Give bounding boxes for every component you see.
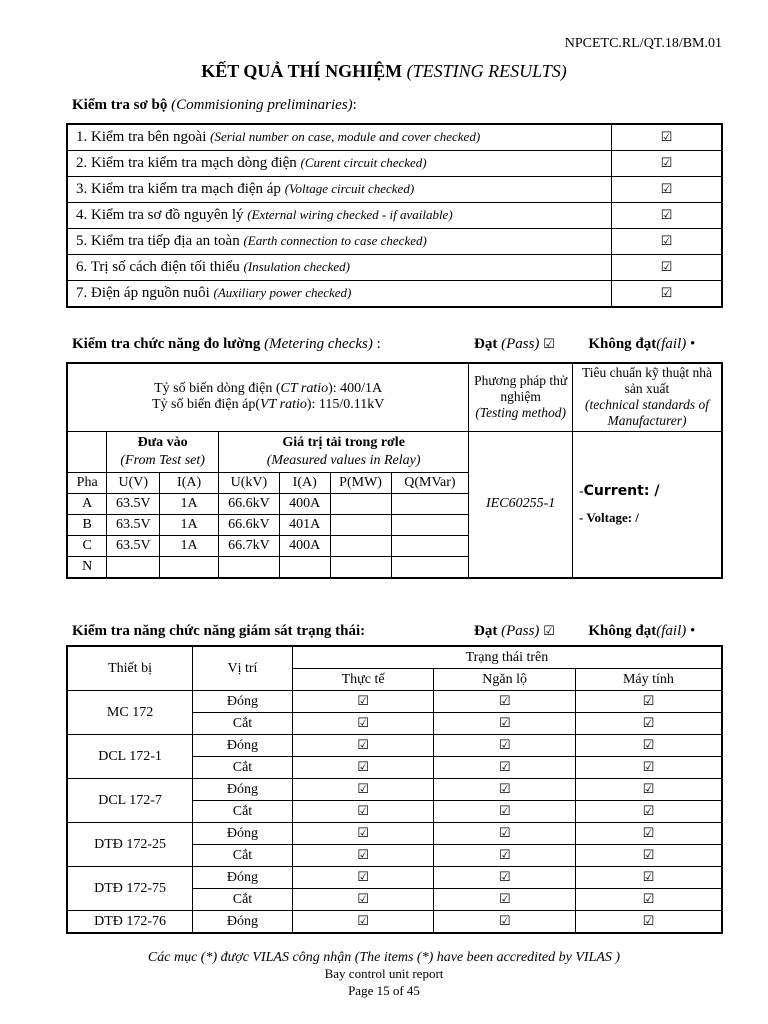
status-row — [67, 867, 722, 889]
status-check-cell — [292, 889, 434, 911]
checked-box-icon: ☑ — [498, 913, 511, 929]
measured-header — [218, 431, 468, 472]
prelim-item-label: 7. Điện áp nguồn nuôi — [76, 285, 210, 301]
prelim-item — [67, 177, 612, 203]
metering-cell: 63.5V — [107, 493, 160, 514]
position-cell: Đóng — [193, 691, 293, 713]
status-check-cell — [575, 845, 722, 867]
status-row — [67, 911, 722, 934]
position-cell: Đóng — [193, 823, 293, 845]
metering-heading-en: (Metering checks) — [264, 336, 373, 352]
status-check-cell — [292, 735, 434, 757]
measured-header-en: (Measured values in Relay) — [266, 452, 421, 468]
prelim-heading-vn: Kiểm tra sơ bộ — [72, 97, 168, 113]
checked-box-icon: ☑ — [357, 737, 369, 753]
checked-box-icon: ☑ — [357, 803, 369, 819]
metering-col-header: Pha — [67, 472, 107, 493]
checked-box-icon: ☑ — [498, 781, 511, 797]
prelim-item-note: (Curent circuit checked) — [300, 155, 427, 170]
position-cell: Đóng — [193, 735, 293, 757]
status-row — [67, 691, 722, 713]
metering-col-header: I(A) — [160, 472, 219, 493]
position-cell: Cắt — [193, 757, 293, 779]
page-number: Page 15 of 45 — [348, 983, 420, 998]
checked-box-icon: ☑ — [660, 286, 673, 301]
status-check-cell — [434, 735, 576, 757]
prelim-item — [67, 229, 612, 255]
vt-ratio-value: ): 115/0.11kV — [306, 397, 385, 413]
metering-cell: B — [67, 514, 107, 535]
checked-box-icon: ☑ — [357, 847, 369, 863]
metering-cell — [330, 556, 391, 578]
checked-box-icon: ☑ — [498, 715, 511, 731]
metering-cell: 400A — [279, 493, 330, 514]
prelim-check-cell — [612, 229, 723, 255]
prelim-heading-colon: : — [352, 97, 357, 113]
status-row — [67, 735, 722, 757]
document-code: NPCETC.RL/QT.18/BM.01 — [564, 36, 722, 51]
device-name: DTĐ 172-25 — [67, 823, 193, 867]
checked-box-icon: ☑ — [642, 891, 655, 907]
method-header-en: (Testing method) — [475, 405, 566, 421]
metering-cell — [391, 556, 469, 578]
checked-box-icon: ☑ — [357, 759, 369, 775]
checked-box-icon: ☑ — [498, 803, 511, 819]
metering-cell: 400A — [279, 535, 330, 556]
status-check-cell — [434, 889, 576, 911]
pass-label-en: (Pass) — [501, 336, 540, 352]
checked-box-icon: ☑ — [642, 715, 655, 731]
device-name: MC 172 — [67, 691, 193, 735]
prelim-item-note: (Auxiliary power checked) — [213, 285, 352, 300]
metering-cell — [391, 535, 469, 556]
metering-cell — [391, 514, 469, 535]
prelim-item-label: 2. Kiểm tra kiểm tra mạch dòng điện — [76, 155, 297, 171]
prelim-row — [67, 124, 722, 151]
device-header: Thiết bị — [67, 646, 193, 691]
method-value: IEC60255-1 — [469, 431, 573, 578]
checked-box-icon: ☑ — [642, 869, 655, 885]
status-check-cell — [575, 713, 722, 735]
status-table — [66, 645, 723, 934]
actual-header: Thực tế — [292, 669, 434, 691]
status-fail-label: Không đạt — [588, 623, 657, 639]
status-check-cell — [292, 823, 434, 845]
standard-voltage: - Voltage: / — [578, 509, 639, 525]
vt-ratio — [68, 397, 468, 413]
pc-header: Máy tính — [575, 669, 722, 691]
standard-header-en: (technical standards of Manufacturer) — [584, 397, 709, 429]
position-cell: Đóng — [193, 911, 293, 934]
prelim-item-label: 3. Kiểm tra kiểm tra mạch điện áp — [76, 181, 281, 197]
checked-box-icon: ☑ — [660, 234, 673, 249]
prelim-item — [67, 255, 612, 281]
metering-cell: 1A — [160, 493, 219, 514]
metering-col-header: P(MW) — [330, 472, 391, 493]
status-row — [67, 823, 722, 845]
method-header-vn: Phương pháp thử nghiệm — [474, 373, 568, 405]
standard-header — [572, 363, 722, 431]
checked-box-icon: ☑ — [357, 913, 369, 929]
prelim-check-cell — [612, 281, 723, 308]
prelim-item-label: 4. Kiểm tra sơ đồ nguyên lý — [76, 207, 244, 223]
input-header-en: (From Test set) — [120, 452, 205, 468]
prelim-item-note: (Serial number on case, module and cover checked) — [210, 129, 481, 144]
status-row — [67, 779, 722, 801]
checked-box-icon: ☑ — [642, 847, 655, 863]
prelim-check-cell — [612, 255, 723, 281]
metering-cell — [330, 514, 391, 535]
prelim-item — [67, 281, 612, 308]
metering-cell: 66.6kV — [218, 514, 279, 535]
position-cell: Đóng — [193, 779, 293, 801]
checked-box-icon: ☑ — [357, 891, 369, 907]
method-header — [469, 363, 573, 431]
metering-col-header: I(A) — [279, 472, 330, 493]
metering-cell: A — [67, 493, 107, 514]
standard-value — [572, 431, 722, 578]
status-check-cell — [292, 801, 434, 823]
position-cell: Cắt — [193, 889, 293, 911]
checked-box-icon: ☑ — [660, 130, 673, 145]
status-check-cell — [434, 911, 576, 934]
prelim-row — [67, 281, 722, 308]
checked-box-icon: ☑ — [498, 891, 511, 907]
prelim-item-label: 6. Trị số cách điện tối thiểu — [76, 259, 240, 275]
status-check-cell — [292, 691, 434, 713]
metering-table — [66, 362, 723, 579]
prelim-heading — [72, 97, 357, 114]
prelim-row — [67, 151, 722, 177]
measured-header-vn: Giá trị tải trong rơle — [282, 434, 405, 450]
prelim-item — [67, 151, 612, 177]
vt-ratio-label: Tỷ số biến điện áp( — [151, 397, 261, 413]
prelim-item-label: 5. Kiểm tra tiếp địa an toàn — [76, 233, 240, 249]
status-check-cell — [575, 801, 722, 823]
metering-cell: 1A — [160, 535, 219, 556]
device-name: DTĐ 172-76 — [67, 911, 193, 934]
prelim-check-cell — [612, 124, 723, 151]
checked-box-icon: ☑ — [498, 825, 511, 841]
device-name: DCL 172-7 — [67, 779, 193, 823]
blank-header — [67, 431, 107, 472]
metering-col-header: U(V) — [107, 472, 160, 493]
metering-col-header: Q(MVar) — [391, 472, 469, 493]
checked-box-icon: ☑ — [498, 737, 511, 753]
status-fail-label-en: (fail) — [656, 623, 687, 639]
metering-cell: 66.6kV — [218, 493, 279, 514]
prelim-table — [66, 123, 723, 308]
input-header-vn: Đưa vào — [137, 434, 188, 450]
prelim-item-note: (Voltage circuit checked) — [284, 181, 415, 196]
metering-heading-colon: : — [372, 336, 381, 352]
checked-box-icon: ☑ — [660, 260, 673, 275]
prelim-item — [67, 124, 612, 151]
metering-cell: 401A — [279, 514, 330, 535]
checked-box-icon: ☑ — [357, 869, 369, 885]
prelim-item-note: (External wiring checked - if available) — [247, 207, 453, 222]
metering-cell: C — [67, 535, 107, 556]
checked-box-icon: ☑ — [642, 781, 655, 797]
ct-ratio-value: ): 400/1A — [328, 381, 383, 397]
prelim-item-note: (Earth connection to case checked) — [243, 233, 427, 248]
status-check-cell — [575, 779, 722, 801]
status-pass-checkbox-icon: ☑ — [543, 624, 555, 639]
standard-current-text: Current: / — [583, 482, 660, 499]
checked-box-icon: ☑ — [498, 693, 511, 709]
prelim-item-label: 1. Kiểm tra bên ngoài — [76, 129, 207, 145]
metering-cell — [160, 556, 219, 578]
checked-box-icon: ☑ — [642, 759, 655, 775]
checked-box-icon: ☑ — [660, 208, 673, 223]
status-check-cell — [292, 911, 434, 934]
metering-cell — [107, 556, 160, 578]
checked-box-icon: ☑ — [357, 715, 369, 731]
pass-checkbox-icon: ☑ — [543, 337, 555, 352]
prelim-row — [67, 229, 722, 255]
bay-header: Ngăn lộ — [434, 669, 576, 691]
metering-cell — [279, 556, 330, 578]
position-cell: Cắt — [193, 845, 293, 867]
metering-cell: N — [67, 556, 107, 578]
status-check-cell — [434, 823, 576, 845]
checked-box-icon: ☑ — [498, 847, 511, 863]
ratio-cell — [67, 363, 469, 431]
status-pass-label: Đạt — [474, 623, 498, 639]
checked-box-icon: ☑ — [660, 182, 673, 197]
metering-cell — [330, 493, 391, 514]
fail-label-en: (fail) — [656, 336, 687, 352]
checked-box-icon: ☑ — [498, 759, 511, 775]
status-check-cell — [575, 823, 722, 845]
standard-current-dash: - — [578, 483, 584, 499]
title-english: (TESTING RESULTS) — [406, 61, 567, 81]
checked-box-icon: ☑ — [642, 737, 655, 753]
status-check-cell — [292, 757, 434, 779]
ct-ratio-label: Tỷ số biến dòng điện ( — [154, 381, 281, 397]
prelim-item-note: (Insulation checked) — [243, 259, 350, 274]
checked-box-icon: ☑ — [357, 825, 369, 841]
metering-heading-vn: Kiểm tra chức năng đo lường — [72, 336, 261, 352]
standard-header-vn: Tiêu chuẩn kỹ thuật nhà sản xuất — [581, 365, 712, 397]
status-check-cell — [575, 889, 722, 911]
metering-cell: 63.5V — [107, 514, 160, 535]
status-pass-label-en: (Pass) — [501, 623, 540, 639]
checked-box-icon: ☑ — [642, 693, 655, 709]
prelim-heading-en: (Commisioning preliminaries) — [171, 97, 353, 113]
status-check-cell — [292, 713, 434, 735]
prelim-check-cell — [612, 203, 723, 229]
prelim-item — [67, 203, 612, 229]
report-name: Bay control unit report — [324, 966, 444, 981]
ct-ratio-en: CT ratio — [280, 381, 329, 397]
status-check-cell — [434, 691, 576, 713]
position-cell: Đóng — [193, 867, 293, 889]
metering-cell — [391, 493, 469, 514]
metering-cell — [218, 556, 279, 578]
metering-cell: 1A — [160, 514, 219, 535]
prelim-row — [67, 255, 722, 281]
status-check-cell — [434, 801, 576, 823]
checked-box-icon: ☑ — [642, 825, 655, 841]
checked-box-icon: ☑ — [498, 869, 511, 885]
checked-box-icon: ☑ — [357, 781, 369, 797]
status-header: Trạng thái trên — [292, 646, 722, 669]
status-check-cell — [575, 911, 722, 934]
status-check-cell — [575, 735, 722, 757]
metering-col-header: U(kV) — [218, 472, 279, 493]
status-fail-bullet-icon: • — [690, 623, 696, 639]
status-pass-fail — [474, 623, 695, 640]
prelim-check-cell — [612, 177, 723, 203]
ct-ratio — [68, 381, 468, 397]
status-check-cell — [292, 845, 434, 867]
prelim-row — [67, 203, 722, 229]
status-heading-vn: Kiểm tra năng chức năng giám sát trạng thái: — [72, 623, 366, 639]
status-check-cell — [434, 713, 576, 735]
input-header — [107, 431, 219, 472]
status-check-cell — [292, 779, 434, 801]
title-main: KẾT QUẢ THÍ NGHIỆM — [201, 61, 403, 81]
metering-heading — [72, 336, 381, 353]
checked-box-icon: ☑ — [357, 693, 369, 709]
status-check-cell — [575, 867, 722, 889]
position-header: Vị trí — [193, 646, 293, 691]
metering-cell — [330, 535, 391, 556]
fail-bullet-icon: • — [690, 336, 696, 352]
status-heading — [72, 623, 365, 640]
standard-current — [579, 483, 721, 500]
status-check-cell — [575, 691, 722, 713]
fail-label: Không đạt — [588, 336, 657, 352]
page-title — [0, 61, 768, 82]
status-check-cell — [434, 779, 576, 801]
checked-box-icon: ☑ — [642, 803, 655, 819]
metering-cell: 66.7kV — [218, 535, 279, 556]
prelim-check-cell — [612, 151, 723, 177]
pass-label: Đạt — [474, 336, 498, 352]
status-check-cell — [434, 867, 576, 889]
metering-cell: 63.5V — [107, 535, 160, 556]
accreditation-note: Các mục (*) được VILAS công nhận (The items (*) have been accredited by VILAS ) — [147, 950, 621, 965]
status-check-cell — [434, 845, 576, 867]
prelim-row — [67, 177, 722, 203]
metering-pass-fail — [474, 336, 695, 353]
checked-box-icon: ☑ — [660, 156, 673, 171]
checked-box-icon: ☑ — [642, 913, 655, 929]
position-cell: Cắt — [193, 801, 293, 823]
status-check-cell — [575, 757, 722, 779]
status-check-cell — [292, 867, 434, 889]
device-name: DTĐ 172-75 — [67, 867, 193, 911]
device-name: DCL 172-1 — [67, 735, 193, 779]
status-check-cell — [434, 757, 576, 779]
position-cell: Cắt — [193, 713, 293, 735]
vt-ratio-en: VT ratio — [260, 397, 307, 413]
